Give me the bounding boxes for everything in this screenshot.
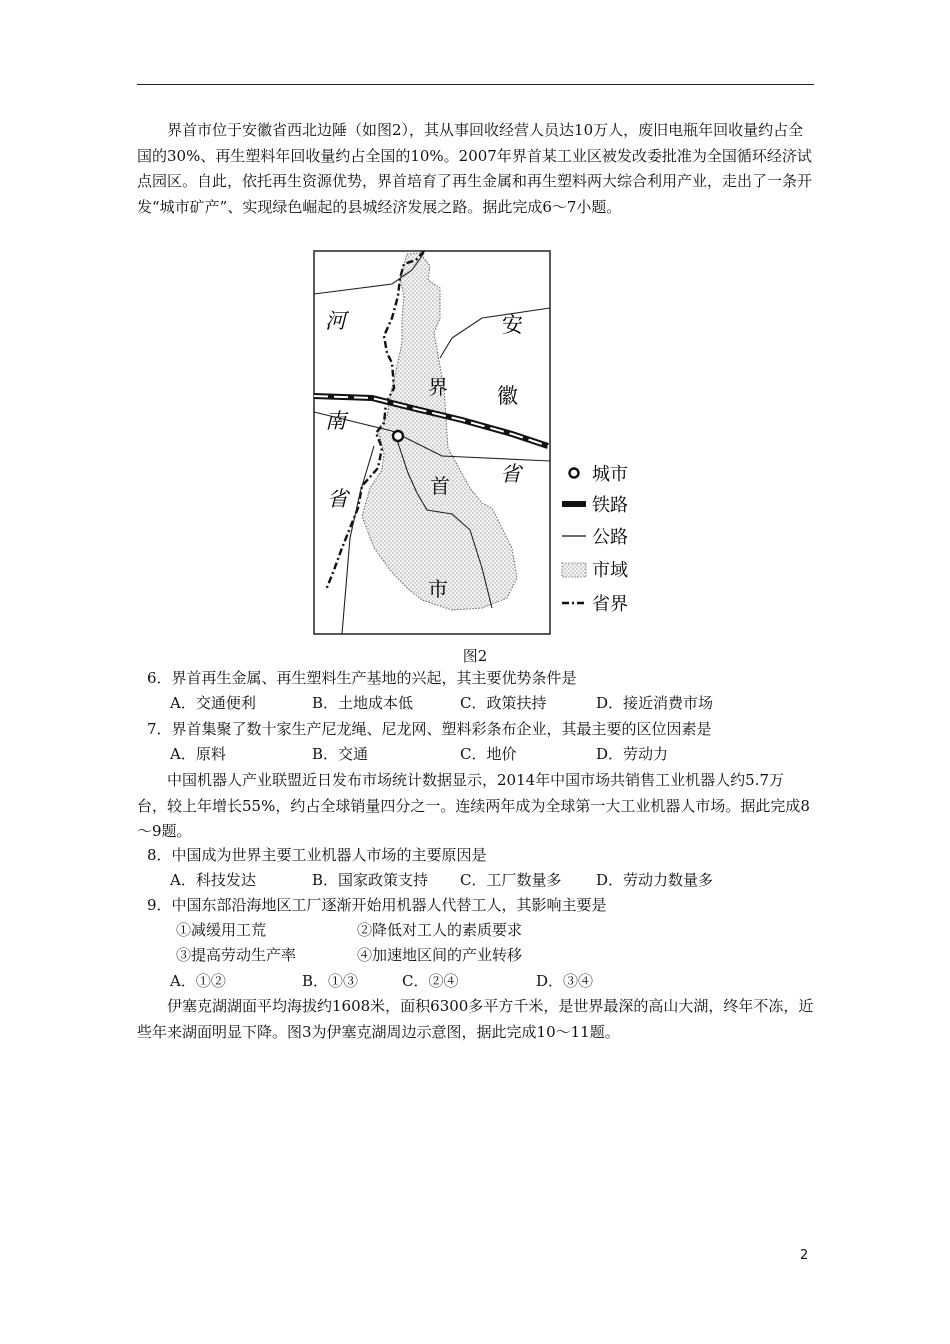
label-sheng-right: 省 (500, 462, 521, 486)
q9-option-c: C．②④ (402, 972, 459, 990)
legend-city-area-icon (562, 563, 586, 577)
q7-option-a: A．原料 (170, 745, 226, 763)
question-9-items-row2 (176, 943, 522, 968)
q9-item-4: ④加速地区间的产业转移 (357, 946, 523, 964)
q8-option-c: C．工厂数量多 (460, 871, 562, 889)
q9-item-2: ②降低对工人的素质要求 (357, 921, 523, 939)
legend-railway-icon (562, 501, 586, 507)
q9-option-d: D．③④ (536, 972, 594, 990)
q9-option-a: A．①② (170, 972, 226, 990)
question-9-items-row1 (176, 918, 522, 943)
label-he: 河 (325, 309, 346, 333)
passage-jieshou: 界首市位于安徽省西北边陲（如图2），其从事回收经营人员达10万人，废旧电瓶年回收量约占全国的30%、再生塑料年回收量约占全国的10%。2007年界首某工业区被发改委批准为全国循环经济试点园区。自此，依托再生资源优势，界首培育了再生金属和再生塑料两大综合利用产业，走出了一条开发“城市矿产”、实现绿色崛起的县城经济发展之路。据此完成6～7小题。 (137, 121, 813, 216)
label-nan: 南 (325, 409, 346, 433)
q6-option-b: B．土地成本低 (312, 694, 414, 712)
figure-2-map (312, 248, 642, 640)
header-rule (137, 84, 814, 85)
page-number: 2 (800, 1248, 809, 1263)
legend-province-border-label: 省界 (592, 594, 628, 615)
q9-item-1: ①减缓用工荒 (176, 921, 267, 939)
question-6-stem: 6．界首再生金属、再生塑料生产基地的兴起，其主要优势条件是 (147, 669, 577, 687)
legend-city-icon (570, 469, 579, 478)
q9-option-b: B．①③ (302, 972, 359, 990)
q7-option-b: B．交通 (312, 745, 369, 763)
label-shi: 市 (428, 577, 448, 601)
q6-option-a: A．交通便利 (170, 694, 256, 712)
passage-issyk-kul: 伊塞克湖湖面平均海拔约1608米，面积6300多平方千米，是世界最深的高山大湖，终年不冻，近些年来湖面明显下降。图3为伊塞克湖周边示意图，据此完成10～11题。 (137, 997, 814, 1041)
question-6-options (170, 691, 713, 716)
q6-option-d: D．接近消费市场 (596, 694, 714, 712)
legend-city-area-label: 市域 (592, 560, 628, 581)
q8-option-a: A．科技发达 (170, 871, 256, 889)
question-7-options (170, 742, 668, 767)
legend-road-label: 公路 (592, 527, 628, 548)
q6-option-c: C．政策扶持 (460, 694, 547, 712)
q7-option-c: C．地价 (460, 745, 517, 763)
label-hui: 徽 (497, 384, 518, 408)
question-7-stem: 7．界首集聚了数十家生产尼龙绳、尼龙网、塑料彩条布企业，其最主要的区位因素是 (147, 720, 712, 738)
question-9-options (170, 969, 593, 994)
q8-option-b: B．国家政策支持 (312, 871, 429, 889)
q9-item-3: ③提高劳动生产率 (176, 946, 297, 964)
question-9-stem: 9．中国东部沿海地区工厂逐渐开始用机器人代替工人，其影响主要是 (147, 896, 607, 914)
legend-railway-label: 铁路 (592, 495, 628, 516)
q7-option-d: D．劳动力 (596, 745, 669, 763)
legend-city-label: 城市 (592, 464, 628, 485)
passage-robots: 中国机器人产业联盟近日发布市场统计数据显示，2014年中国市场共销售工业机器人约5.7万台，较上年增长55%，约占全球销量四分之一。连续两年成为全球第一大工业机器人市场。据此完成8～9题。 (137, 771, 810, 841)
city-jieshou (393, 431, 403, 441)
label-shou: 首 (430, 474, 450, 498)
q8-option-d: D．劳动力数量多 (596, 871, 714, 889)
question-8-stem: 8．中国成为世界主要工业机器人市场的主要原因是 (147, 846, 487, 864)
label-an: 安 (502, 313, 523, 337)
question-8-options (170, 868, 713, 893)
figure-caption: 图2 (462, 647, 488, 665)
label-jie: 界 (428, 375, 448, 399)
label-sheng-left: 省 (327, 487, 348, 511)
